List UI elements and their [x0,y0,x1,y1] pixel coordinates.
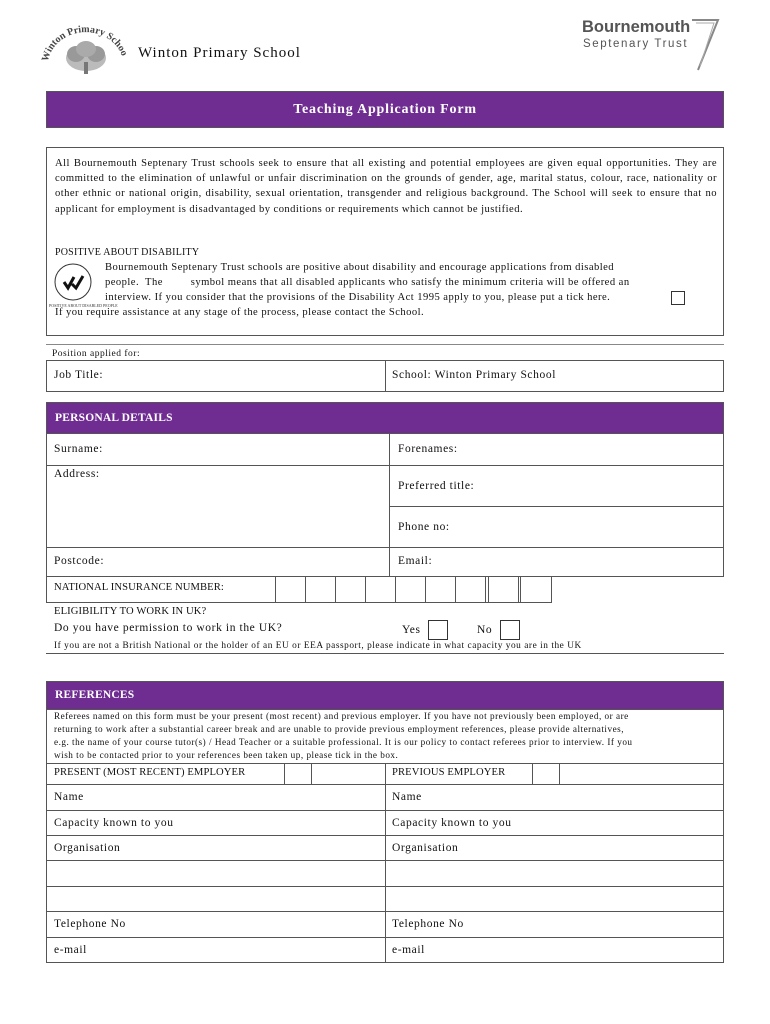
present-name-label: Name [54,791,84,803]
previous-capacity-label: Capacity known to you [392,817,512,829]
disability-line-1: Bournemouth Septenary Trust schools are positive about disability and encourage applications from disabled [105,262,615,273]
yes-checkbox[interactable] [428,620,448,640]
postcode-label: Postcode: [54,555,105,567]
ni-number-label: NATIONAL INSURANCE NUMBER: [54,582,224,593]
trust-subtitle: Septenary Trust [583,38,689,50]
assistance-line: If you require assistance at any stage of the process, please contact the School. [55,307,425,318]
forenames-label: Forenames: [398,443,458,455]
phone-label: Phone no: [398,521,450,533]
present-telephone-label: Telephone No [54,918,126,930]
surname-label: Surname: [54,443,103,455]
present-capacity-label: Capacity known to you [54,817,174,829]
ni-digit-box[interactable] [395,576,426,603]
form-title-bar [46,91,724,128]
previous-name-label: Name [392,791,422,803]
previous-organisation-label: Organisation [392,842,459,854]
disability-line-2: people. The symbol means that all disabled applicants who satisfy the minimum criteria will be offered an [105,277,630,288]
references-intro-line-1: Referees named on this form must be your present (most recent) and previous employer. If you have not previously been employed, or are [54,711,629,721]
ni-digit-box[interactable] [335,576,366,603]
disability-logo-text: POSITIVE ABOUT DISABLED PEOPLE [49,303,118,308]
equal-opportunities-text: All Bournemouth Septenary Trust schools seek to ensure that all existing and potential employees are given equal opportunities. They are committed to the elimination of unlawful or unfair discrimination on the grounds of gender, age, marital status, colour, race, nationality or other ethnic or national origin, disability, sexual orientation, transgender and religious background. The School will seek to ensure that no applicant for employment is disadvantaged by conditions or requirements which cannot be justified. [55,158,717,215]
phone-input[interactable] [470,509,720,545]
seven-mark-icon [684,18,720,72]
disability-line-3: interview. If you consider that the provisions of the Disability Act 1995 apply to you, please put a tick here. [105,292,611,303]
school-label: School: Winton Primary School [392,369,556,381]
position-caption: Position applied for: [52,349,141,359]
ni-digit-box[interactable] [305,576,336,603]
job-title-input[interactable] [120,362,382,390]
present-address-line[interactable] [48,888,384,910]
present-address-line[interactable] [48,862,384,885]
previous-email-label: e-mail [392,944,425,956]
present-email-label: e-mail [54,944,87,956]
school-logo-text: Winton Primary Schoo [39,24,130,63]
preferred-title-input[interactable] [500,468,720,504]
postcode-input[interactable] [120,549,385,575]
school-logo [38,16,130,80]
email-input[interactable] [450,549,720,575]
trust-logo [582,18,722,72]
references-header [46,681,724,710]
personal-details-heading: PERSONAL DETAILS [55,412,173,424]
job-title-label: Job Title: [54,369,104,381]
equal-opportunities-box [46,147,724,336]
no-checkbox[interactable] [500,620,520,640]
previous-employer-label: PREVIOUS EMPLOYER [392,767,506,778]
present-organisation-label: Organisation [54,842,121,854]
present-employer-label: PRESENT (MOST RECENT) EMPLOYER [54,767,246,778]
address-label: Address: [54,468,100,480]
previous-telephone-label: Telephone No [392,918,464,930]
address-input[interactable] [50,484,385,544]
previous-address-line[interactable] [387,888,723,910]
previous-employer-tick-box[interactable] [532,763,560,785]
present-employer-tick-box[interactable] [284,763,312,785]
non-national-note: If you are not a British National or the holder of an EU or EEA passport, please indicate in what capacity you are in the UK [54,641,582,651]
ni-digit-box[interactable] [425,576,456,603]
form-title: Teaching Application Form [293,102,477,117]
ni-digit-box[interactable] [455,576,486,603]
ni-digit-box[interactable] [365,576,396,603]
disability-tick-box[interactable] [671,291,685,305]
eligibility-heading: ELIGIBILITY TO WORK IN UK? [54,606,207,617]
surname-input[interactable] [120,436,385,463]
references-intro-line-3: e.g. the name of your course tutor(s) / Head Teacher or a suitable professional. It is our policy to contact referees prior to interview. If you [54,737,633,747]
ni-digit-box[interactable] [520,576,552,603]
ni-digit-box[interactable] [275,576,306,603]
personal-details-header [46,402,724,434]
school-name: Winton Primary School [138,45,301,61]
disability-heading: POSITIVE ABOUT DISABILITY [55,247,200,258]
references-intro-line-4: wish to be contacted prior to your references been taken up, please tick in the box. [54,750,399,760]
disability-logo [53,262,93,302]
email-label: Email: [398,555,433,567]
forenames-input[interactable] [480,436,720,463]
preferred-title-label: Preferred title: [398,480,475,492]
references-intro-line-2: returning to work after a substantial career break and are unable to provide previous employment references, please provide alternatives, [54,724,625,734]
references-heading: REFERENCES [55,689,135,701]
permission-question: Do you have permission to work in the UK? [54,622,283,634]
no-label: No [477,624,493,636]
yes-label: Yes [402,624,421,636]
ni-digit-box[interactable] [488,576,519,603]
trust-name: Bournemouth [582,18,691,36]
previous-address-line[interactable] [387,862,723,885]
